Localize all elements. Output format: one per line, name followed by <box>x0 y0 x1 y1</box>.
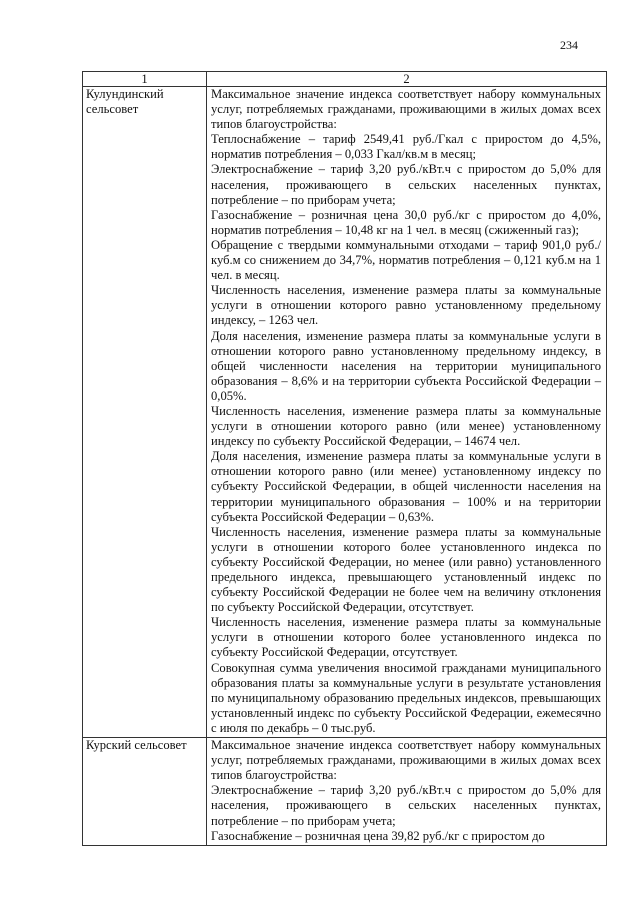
document-table <box>82 71 607 846</box>
paragraph: Численность населения, изменение размера платы за коммунальные услуги в отношении которого более установленного индекса по субъекту Российской Федерации, но менее (или равно) установленного предельного индекса, превышающего установленный индекс по субъекту Российской Федерации не более чем на величину отклонения по субъекту Российской Федерации, отсутствует. <box>211 524 601 615</box>
paragraph: Численность населения, изменение размера платы за коммунальные услуги в отношении которого более установленного индекса по субъекту Российской Федерации, отсутствует. <box>211 615 601 660</box>
paragraph: Электроснабжение – тариф 3,20 руб./кВт.ч с приростом до 5,0% для населения, проживающего в сельских населенных пунктах, потребление – по приборам учета; <box>211 162 601 207</box>
indicator-text <box>207 738 607 846</box>
table-row <box>83 738 607 846</box>
table-header-row <box>83 72 607 87</box>
indicator-text <box>207 87 607 738</box>
paragraph: Максимальное значение индекса соответствует набору коммунальных услуг, потребляемых гражданами, проживающими в жилых домах всех типов благоустройства: <box>211 738 601 783</box>
column-header-1: 1 <box>83 72 207 87</box>
paragraph: Максимальное значение индекса соответствует набору коммунальных услуг, потребляемых гражданами, проживающими в жилых домах всех типов благоустройства: <box>211 87 601 132</box>
page-number: 234 <box>560 38 578 52</box>
paragraph: Численность населения, изменение размера платы за коммунальные услуги в отношении которого равно установленному предельному индексу, – 1263 чел. <box>211 283 601 328</box>
paragraph: Газоснабжение – розничная цена 39,82 руб./кг с приростом до <box>211 828 545 843</box>
paragraph: Теплоснабжение – тариф 2549,41 руб./Гкал с приростом до 4,5%, норматив потребления – 0,033 Гкал/кв.м в месяц; <box>211 132 601 162</box>
paragraph: Совокупная сумма увеличения вносимой гражданами муниципального образования платы за коммунальные услуги в результате установления по муниципальному образованию предельных индексов, превышающих установленный индекс по субъекту Российской Федерации, ежемесячно с июля по декабрь – 0 тыс.руб. <box>211 660 601 735</box>
paragraph: Обращение с твердыми коммунальными отходами – тариф 901,0 руб./куб.м со снижением до 34,7%, норматив потребления – 0,121 куб.м на 1 чел. в месяц. <box>211 237 601 283</box>
municipality-name: Курский сельсовет <box>83 738 207 846</box>
municipality-name: Кулундинский сельсовет <box>83 87 207 738</box>
table-row <box>83 87 607 738</box>
paragraph: Доля населения, изменение размера платы за коммунальные услуги в отношении которого равно (или менее) установленному индексу по субъекту Российской Федерации, в общей численности населения на территории муниципального образования – 100% и на территории субъекта Российской Федерации – 0,63%. <box>211 449 601 524</box>
paragraph: Доля населения, изменение размера платы за коммунальные услуги в отношении которого равно установленному предельному индексу, в общей численности населения на территории муниципального образования – 8,6% и на территории субъекта Российской Федерации – 0,05%. <box>211 328 601 403</box>
paragraph: Численность населения, изменение размера платы за коммунальные услуги в отношении которого равно (или менее) установленному индексу по субъекту Российской Федерации, – 14674 чел. <box>211 403 601 449</box>
paragraph: Газоснабжение – розничная цена 30,0 руб./кг с приростом до 4,0%, норматив потребления – 10,48 кг на 1 чел. в месяц (сжиженный газ); <box>211 207 601 237</box>
column-header-2: 2 <box>207 72 607 87</box>
paragraph: Электроснабжение – тариф 3,20 руб./кВт.ч с приростом до 5,0% для населения, проживающего в сельских населенных пунктах, потребление – по приборам учета; <box>211 783 601 828</box>
